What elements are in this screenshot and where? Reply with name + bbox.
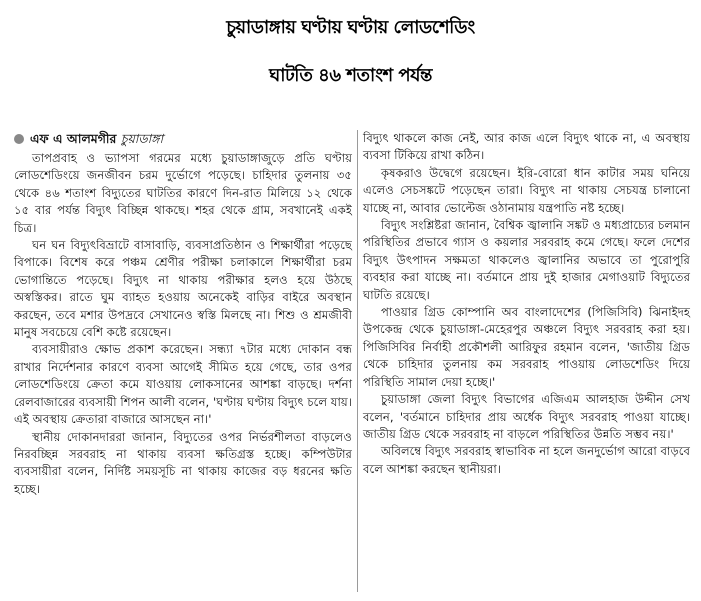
article-column-right [363,130,690,478]
byline-author: এফ এ আলমগীর [30,131,117,146]
bullet-icon [14,134,24,144]
column-divider [357,130,358,592]
article-paragraph: চুয়াডাঙ্গা জেলা বিদ্যুৎ বিভাগের এজিএম আলহাজ উদ্দীন সেখ বলেন, 'বর্তমানে চাহিদার প্রায় অর্ধেক বিদ্যুৎ সরবরাহ পাওয়া যাচ্ছে। জাতীয় গ্রিড থেকে সরবরাহ না বাড়লে পরিস্থিতির উন্নতি সম্ভব নয়।' [363,392,690,441]
article-paragraph: ঘন ঘন বিদ্যুৎবিভ্রাটে বাসাবাড়ি, ব্যবসাপ্রতিষ্ঠান ও শিক্ষার্থীরা পড়েছে বিপাকে। বিশেষ করে পঞ্চম শ্রেণীর পরীক্ষা চলাকালে শিক্ষার্থীরা চরম ভোগান্তিতে পড়েছে। বিদ্যুৎ না থাকায় পরীক্ষার হলও হয়ে উঠছে অস্বস্তিকর। রাতে ঘুম ব্যাহত হওয়ায় অনেকেই বাড়ির বাইরে অবস্থান করছেন, তবে মশার উপদ্রবে সেখানেও স্বস্তি মিলছে না। শিশু ও শ্রমজীবী মানুষ সবচেয়ে বেশি কষ্টে রয়েছেন। [14,238,352,340]
article-paragraph: ব্যবসায়ীরাও ক্ষোভ প্রকাশ করেছেন। সন্ধ্যা ৭টার মধ্যে দোকান বন্ধ রাখার নির্দেশনার কারণে ব্যবসা আগেই সীমিত হয়ে গেছে, তার ওপর লোডশেডিংয়ে ক্রেতা কমে যাওয়ায় লোকসানের আশঙ্কা বাড়ছে। দর্শনা রেলবাজারের ব্যবসায়ী শিপন আলী বলেন, 'ঘণ্টায় ঘণ্টায় বিদ্যুৎ চলে যায়। এই অবস্থায় ক্রেতারা বাজারে আসছেন না।' [14,342,352,427]
article-paragraph: কৃষকরাও উদ্বেগে রয়েছেন। ইরি-বোরো ধান কাটার সময় ঘনিয়ে এলেও সেচসঙ্কটে পড়েছেন তারা। বিদ্যুৎ না থাকায় সেচযন্ত্র চালানো যাচ্ছে না, আবার ভোল্টেজ ওঠানামায় যন্ত্রপাতি নষ্ট হচ্ছে। [363,165,690,215]
headline-line-1: চুয়াডাঙ্গায় ঘণ্টায় ঘণ্টায় লোডশেডিং [226,17,475,38]
headline [0,4,701,100]
article-column-left [14,150,352,498]
article-paragraph: স্থানীয় দোকানদাররা জানান, বিদ্যুতের ওপর নির্ভরশীলতা বাড়লেও নিরবচ্ছিন্ন সরবরাহ না থাকায় ব্যবসা ক্ষতিগ্রস্ত হচ্ছে। কম্পিউটার ব্যবসায়ীরা বলেন, নির্দিষ্ট সময়সূচি না থাকায় কাজের বড় ধরনের ক্ষতি হচ্ছে। [14,429,352,496]
byline [14,130,163,148]
byline-place: চুয়াডাঙ্গা [120,131,164,146]
article-paragraph: পাওয়ার গ্রিড কোম্পানি অব বাংলাদেশের (পিজিসিবি) ঝিনাইদহ উপকেন্দ্র থেকে চুয়াডাঙ্গা-মেহেরপুর অঞ্চলে বিদ্যুৎ সরবরাহ করা হয়। পিজিসিবির নির্বাহী প্রকৌশলী আরিফুর রহমান বলেন, 'জাতীয় গ্রিড থেকে চাহিদার তুলনায় কম সরবরাহ পাওয়ায় লোডশেডিং দিয়ে পরিস্থিতি সামাল দেয়া হচ্ছে।' [363,305,690,389]
article-paragraph-continued: বিদ্যুৎ থাকলে কাজ নেই, আর কাজ এলে বিদ্যুৎ থাকে না, এ অবস্থায় ব্যবসা টিকিয়ে রাখা কঠিন। [363,131,690,163]
article-paragraph: বিদ্যুৎ সংশ্লিষ্টরা জানান, বৈশ্বিক জ্বালানি সঙ্কট ও মধ্যপ্রাচ্যের চলমান পরিস্থিতির প্রভাবে গ্যাস ও কয়লার সরবরাহ কমে গেছে। ফলে দেশের বিদ্যুৎ উৎপাদন সক্ষমতা থাকলেও জ্বালানির অভাবে তা পুরোপুরি ব্যবহার করা যাচ্ছে না। বর্তমানে প্রায় দুই হাজার মেগাওয়াট বিদ্যুতের ঘাটতি রয়েছে। [363,218,690,302]
article-paragraph: তাপপ্রবাহ ও ভ্যাপসা গরমের মধ্যে চুয়াডাঙ্গাজুড়ে প্রতি ঘণ্টায় লোডশেডিংয়ে জনজীবন চরম দুর্ভোগে পড়েছে। চাহিদার তুলনায় ৩৫ থেকে ৪৬ শতাংশ বিদ্যুতের ঘাটতির কারণে দিন-রাত মিলিয়ে ১২ থেকে ১৫ বার পর্যন্ত বিদ্যুৎ বিচ্ছিন্ন থাকছে। শহর থেকে গ্রাম, সবখানেই একই চিত্র। [14,151,352,235]
article-paragraph: অবিলম্বে বিদ্যুৎ সরবরাহ স্বাভাবিক না হলে জনদুর্ভোগ আরো বাড়বে বলে আশঙ্কা করছেন স্থানীয়রা। [363,444,690,476]
headline-line-2: ঘাটতি ৪৬ শতাংশ পর্যন্ত [269,65,432,86]
